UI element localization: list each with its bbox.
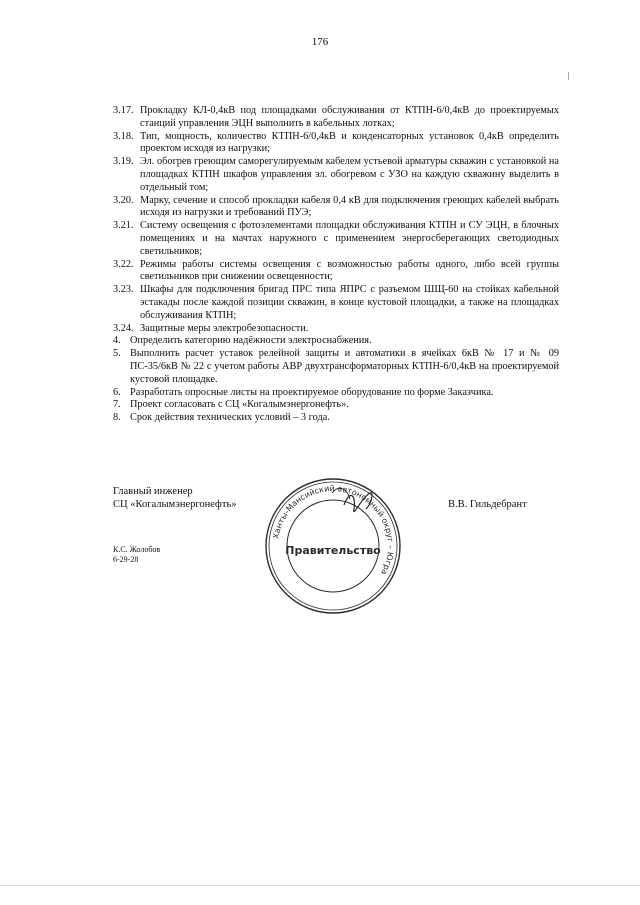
signer-organization: СЦ «Когалымэнергонефть» (113, 499, 237, 510)
item-text: Эл. обогрев греющим саморегулируемым кабелем устьевой арматуры скважин с установкой на площадках КТПН шкафов управления эл. обогревом с УЗО на каждую скважину выделить в отдельный том; (140, 156, 559, 193)
list-item (113, 156, 559, 194)
item-text: Проект согласовать с СЦ «Когалымэнергонефть». (130, 399, 349, 411)
list-item (113, 195, 559, 221)
scan-artifact (0, 885, 640, 886)
list-item (113, 348, 559, 386)
item-number: 3.17. (113, 105, 134, 116)
signer-name: В.В. Гильдебрант (448, 499, 527, 510)
item-number: 3.22. (113, 258, 134, 270)
item-text: Определить категорию надёжности электроснабжения. (130, 335, 372, 347)
official-seal (262, 475, 404, 617)
item-text: Выполнить расчет уставок релейной защиты и автоматики в ячейках 6кВ № 17 и № 09 ПС-35/6кВ № 22 с учетом работы АВР двухтрансформаторных КТПН-6/0,4кВ на проектируемой кустовой площадке. (130, 348, 559, 385)
list-item (113, 335, 559, 348)
item-text: Марку, сечение и способ прокладки кабеля 0,4 кВ для подключения греющих кабелей выбрать исходя из нагрузки и требований ПУЭ; (140, 194, 559, 219)
item-number: 8. (113, 412, 121, 424)
item-number: 3.19. (113, 156, 134, 168)
list-item (113, 131, 559, 157)
list-item (113, 105, 559, 131)
list-item (113, 259, 559, 285)
item-text: Разработать опросные листы на проектируемое оборудование по форме Заказчика. (130, 386, 494, 398)
list-item (113, 323, 559, 336)
list-item (113, 387, 559, 400)
item-text: Защитные меры электробезопасности. (140, 322, 309, 334)
item-text: Срок действия технических условий – 3 года. (130, 412, 330, 424)
item-number: 4. (113, 335, 121, 347)
item-number: 6. (113, 386, 121, 398)
signer-title (113, 485, 237, 511)
list-item (113, 284, 559, 322)
executor-phone: 6-29-28 (113, 555, 139, 564)
page-number: 176 (311, 36, 329, 48)
scan-artifact (568, 72, 569, 80)
item-text: Систему освещения с фотоэлементами площадки обслуживания КТПН и СУ ЭЦН, в блочных помещениях и на мачтах наружного с применением энергосберегающих светодиодных светильников; (140, 220, 559, 257)
item-number: 3.20. (113, 194, 134, 206)
item-text: Тип, мощность, количество КТПН-6/0,4кВ и конденсаторных установок 0,4кВ определить проектом исходя из нагрузки; (140, 130, 559, 155)
seal-outer-text: Ханты-Мансийский автономный округ – Югра (271, 483, 396, 577)
item-number: 3.23. (113, 284, 134, 296)
item-text: Прокладку КЛ-0,4кВ под площадками обслуживания от КТПН-6/0,4кВ до проектируемых станций управления ЭЦН выполнить в кабельных лотках; (140, 105, 559, 129)
item-text: Режимы работы системы освещения с возможностью работы одного, либо всей группы светильников при снижении освещенности; (140, 258, 559, 283)
item-number: 3.18. (113, 130, 134, 142)
list-item (113, 399, 559, 412)
item-number: 3.24. (113, 322, 134, 334)
list-item (113, 220, 559, 258)
item-number: 7. (113, 399, 121, 411)
list-item (113, 412, 559, 425)
executor-block (113, 545, 160, 565)
item-text: Шкафы для подключения бригад ПРС типа ЯПРС с разъемом ШЩ-60 на стойках кабельной эстакады после каждой позиции скважин, в конце кустовой площадки, а также на площадках обслуживания КТПН; (140, 284, 559, 321)
item-number: 3.21. (113, 220, 134, 232)
conditions-list (113, 105, 559, 425)
seal-center-text: Правительство (285, 544, 381, 557)
executor-name: К.С. Жолобов (113, 545, 161, 554)
item-number: 5. (113, 348, 121, 360)
signer-position: Главный инженер (113, 486, 193, 497)
